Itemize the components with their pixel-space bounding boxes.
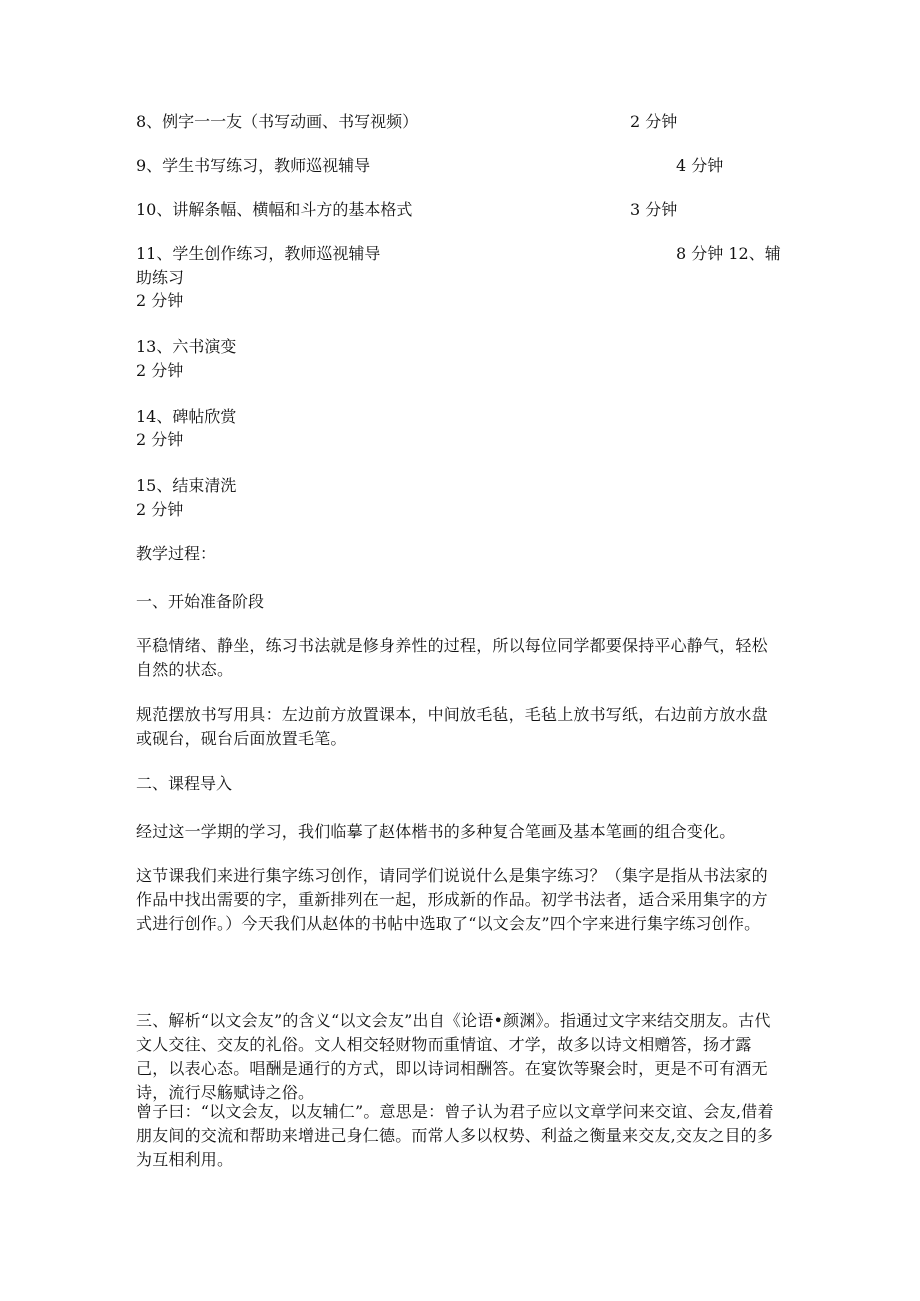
schedule-item-14-label: 14、碑帖欣赏 (136, 407, 237, 426)
schedule-item-13-time: 2 分钟 (136, 361, 184, 380)
schedule-item-11-label: 11、学生创作练习，教师巡视辅导 (136, 244, 381, 263)
schedule-item-9-time: 4 分钟 (676, 156, 724, 175)
schedule-item-15-time: 2 分钟 (136, 500, 184, 519)
section-1-paragraph-1: 平稳情绪、静坐，练习书法就是修身养性的过程，所以每位同学都要保持平心静气，轻松自然的状态。 (136, 636, 768, 679)
schedule-item-8-label: 8、例字一一友（书写动画、书写视频） (136, 112, 419, 131)
section-2-paragraph-1: 经过这一学期的学习，我们临摹了赵体楷书的多种复合笔画及基本笔画的组合变化。 (136, 822, 736, 841)
schedule-item-10-time: 3 分钟 (630, 200, 678, 219)
schedule-item-15-label: 15、结束清洗 (136, 476, 237, 495)
section-3-paragraph-1: 三、解析“以文会友”的含义“以文会友”出自《论语•颜渊》。指通过文字来结交朋友。古代文人交往、交友的礼俗。文人相交轻财物而重情谊、才学，故多以诗文相赠答，扬才露己，以表心态。唱酬是通行的方式，即以诗词相酬答。在宴饮等聚会时，更是不可有酒无诗，流行尽觞赋诗之俗。 (136, 1011, 771, 1102)
process-title: 教学过程： (136, 544, 217, 563)
section-2-paragraph-2: 这节课我们来进行集字练习创作，请同学们说说什么是集字练习？（集字是指从书法家的作品中找出需要的字，重新排列在一起，形成新的作品。初学书法者，适合采用集字的方式进行创作。）今天我们从赵体的书帖中选取了“以文会友”四个字来进行集字练习创作。 (136, 866, 768, 933)
schedule-item-12-label-cont: 助练习 (136, 268, 185, 287)
section-1-paragraph-2: 规范摆放书写用具：左边前方放置课本，中间放毛毡，毛毡上放书写纸，右边前方放水盘或砚台，砚台后面放置毛笔。 (136, 705, 768, 748)
schedule-item-12-time: 2 分钟 (136, 291, 184, 310)
section-3-paragraph-2: 曾子曰：“以文会友，以友辅仁”。意思是：曾子认为君子应以文章学问来交谊、会友,借着朋友间的交流和帮助来增进己身仁德。而常人多以权势、利益之衡量来交友,交友之目的多为互相利用。 (136, 1102, 774, 1169)
section-1-title: 一、开始准备阶段 (136, 592, 265, 611)
schedule-item-11-time: 8 分钟 12、辅 (676, 244, 781, 263)
schedule-item-8-time: 2 分钟 (630, 112, 678, 131)
schedule-item-9-label: 9、学生书写练习，教师巡视辅导 (136, 156, 371, 175)
section-2-title: 二、课程导入 (136, 774, 233, 793)
schedule-item-13-label: 13、六书演变 (136, 337, 237, 356)
schedule-item-10-label: 10、讲解条幅、横幅和斗方的基本格式 (136, 200, 413, 219)
schedule-item-14-time: 2 分钟 (136, 430, 184, 449)
